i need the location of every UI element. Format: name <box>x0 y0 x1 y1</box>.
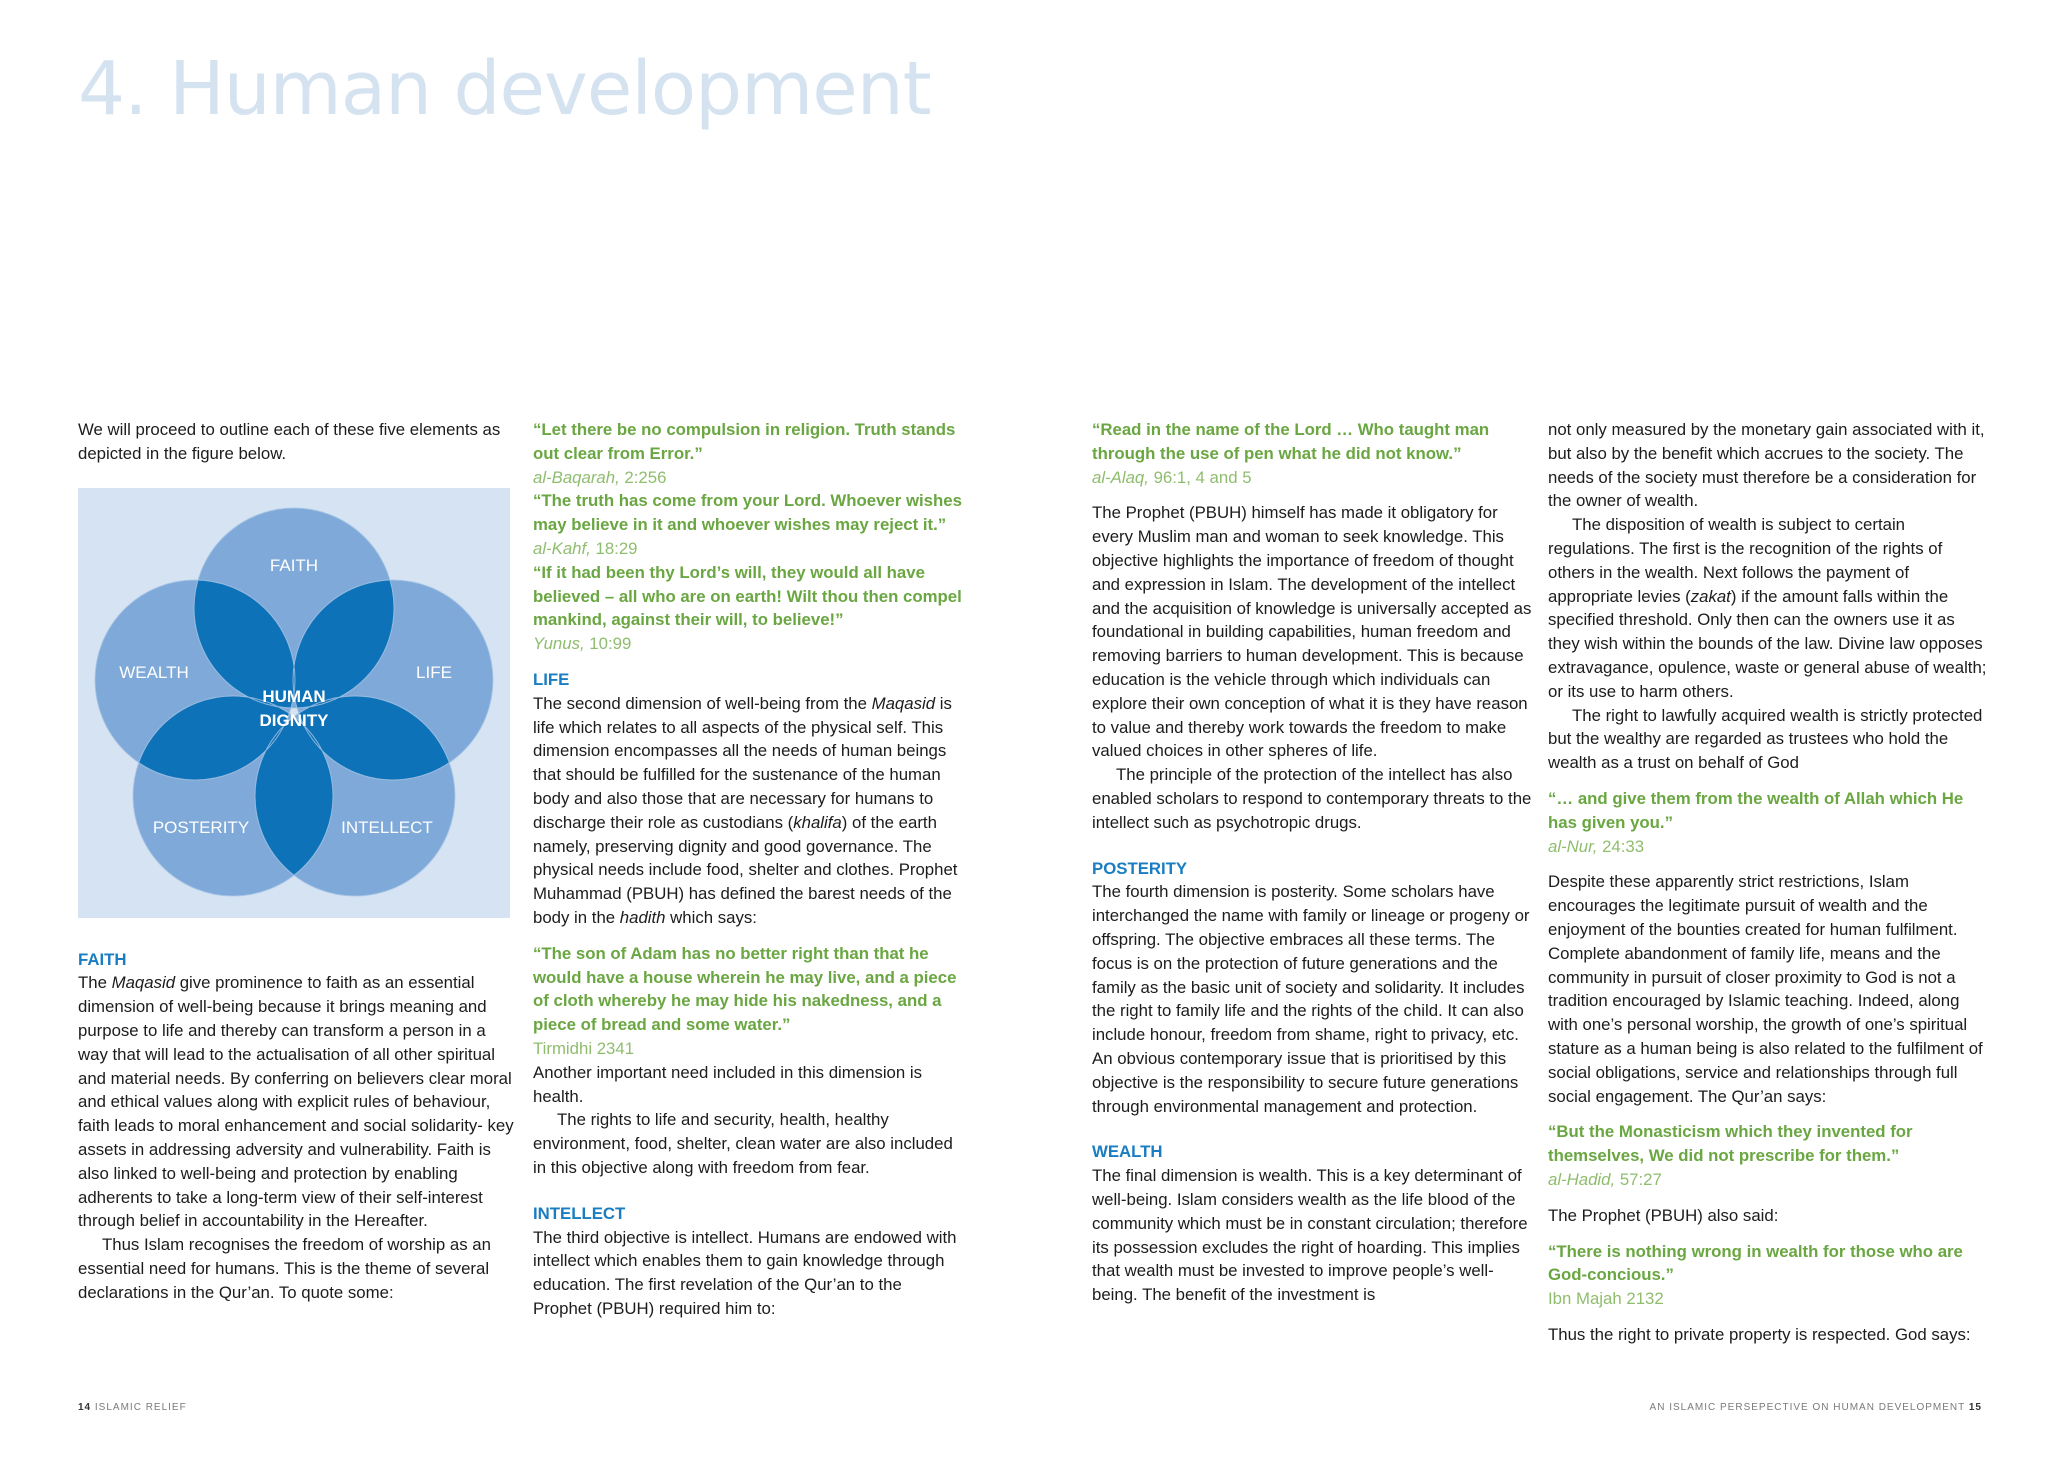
wealth-label: WEALTH <box>119 662 189 682</box>
life-heading: LIFE <box>533 669 570 689</box>
intellect-paragraph: The third objective is intellect. Humans are endowed with intellect which enables them to gain knowledge through education. The first revelation of the Qur’an to the Prophet (PBUH) required him to: <box>533 1227 957 1318</box>
footer-right-text: AN ISLAMIC PERSEPECTIVE ON HUMAN DEVELOPMENT <box>1649 1402 1969 1413</box>
quote-baqarah: “Let there be no compulsion in religion. Truth stands out clear from Error.” <box>533 420 956 463</box>
column-2 <box>533 418 963 1321</box>
quote-alaq: “Read in the name of the Lord … Who taught man through the use of pen what he did not know.” <box>1092 420 1490 463</box>
life-paragraph: The second dimension of well-being from the Maqasid is life which relates to all aspects of the physical self. This dimension encompasses all the needs of human beings that should be fulfilled for the sustenance of the human body and also those that are necessary for humans to discharge their role as custodians (khalifa) of the earth namely, preserving dignity and good governance. The physical needs include food, shelter and clothes. Prophet Muhammad (PBUH) has defined the barest needs of the body in the hadith which says: <box>533 693 958 927</box>
column-4 <box>1548 418 1990 1347</box>
column-1 <box>78 418 518 1305</box>
footer-left-text: ISLAMIC RELIEF <box>91 1402 187 1413</box>
quote-source: al-Kahf, 18:29 <box>533 538 638 558</box>
posterity-heading: POSTERITY <box>1092 858 1188 878</box>
column-3 <box>1092 418 1535 1307</box>
faith-label: FAITH <box>269 555 319 575</box>
quote-hadith-tirmidhi: “The son of Adam has no better right than that he would have a house wherein he may live, and a piece of cloth whereby he may hide his nakedness, and a piece of bread and some water.” <box>533 943 957 1035</box>
footer-right <box>1650 1402 1982 1413</box>
wealth-paragraph-6: The Prophet (PBUH) also said: <box>1548 1205 1779 1225</box>
quote-yunus: “If it had been thy Lord’s will, they would all have believed – all who are on earth! Wilt thou then compel mankind, against their will, to believe!” <box>533 562 962 630</box>
quote-source: al-Alaq, 96:1, 4 and 5 <box>1092 467 1252 487</box>
quote-nur: “… and give them from the wealth of Allah which He has given you.” <box>1548 788 1964 832</box>
wealth-paragraph-4: The right to lawfully acquired wealth is strictly protected but the wealthy are regarded as trustees who hold the wealth as a trust on behalf of God <box>1548 705 1983 773</box>
intellect-paragraph-2: The Prophet (PBUH) himself has made it obligatory for every Muslim man and woman to seek knowledge. This objective highlights the importance of freedom of thought and expression in Islam. The development of the intellect and the acquisition of knowledge is universally accepted as foundational in building capabilities, human freedom and removing barriers to human development. This is because education is the vehicle through which individuals can explore their own conception of what it is they have reason to value and thereby work towards the freedom to make valued choices in other spheres of life. <box>1092 503 1532 761</box>
wealth-paragraph-5: Despite these apparently strict restrictions, Islam encourages the legitimate pursuit of wealth and the enjoyment of the bounties created for human fulfilment. Complete abandonment of family life, means and the community in pursuit of closer proximity to God is not a tradition encouraged by Islamic teaching. Indeed, along with one’s personal worship, the growth of one’s spiritual stature as a human being is also related to the fulfilment of social obligations, service and relationships through full social engagement. The Qur’an says: <box>1548 872 1983 1106</box>
posterity-label: POSTERITY <box>152 817 250 837</box>
quote-source: al-Baqarah, 2:256 <box>533 467 667 487</box>
quote-source: Yunus, 10:99 <box>533 634 632 654</box>
center-label-line2: DIGNITY <box>259 710 329 730</box>
quote-source: al-Nur, 24:33 <box>1548 836 1645 856</box>
quote-kahf: “The truth has come from your Lord. Whoever wishes may believe in it and whoever wishes may reject it.” <box>533 491 962 535</box>
wealth-heading: WEALTH <box>1092 1142 1163 1162</box>
wealth-paragraph-7: Thus the right to private property is respected. God says: <box>1548 1324 1971 1344</box>
faith-paragraph-2: Thus Islam recognises the freedom of worship as an essential need for humans. This is the theme of several declarations in the Qur’an. To quote some: <box>78 1235 491 1302</box>
faith-paragraph: The Maqasid give prominence to faith as an essential dimension of well-being because it brings meaning and purpose to life and thereby can transform a person in a way that will lead to the actualisation of all other spiritual and material needs. By conferring on believers clear moral and ethical values along with explicit rules of behaviour, faith leads to moral enhancement and social solidarity- key assets in addressing adversity and vulnerability. Faith is also linked to well-being and protection by enabling adherents to take a long-term view of their self-interest through belief in accountability in the Hereafter. <box>78 973 514 1231</box>
intellect-paragraph-3: The principle of the protection of the intellect has also enabled scholars to respond to contemporary threats to the intellect such as psychotropic drugs. <box>1092 765 1532 832</box>
intro-paragraph: We will proceed to outline each of these five elements as depicted in the figure below. <box>78 420 501 463</box>
wealth-paragraph: The final dimension is wealth. This is a key determinant of well-being. Islam considers wealth as the life blood of the community which must be in constant circulation; therefore its possession excludes the right of hoarding. This implies that wealth must be invested to improve people’s well-being. The benefit of the investment is <box>1092 1166 1528 1305</box>
footer-left <box>78 1402 187 1413</box>
human-dignity-diagram <box>78 488 510 918</box>
page-number-left: 14 <box>78 1402 92 1413</box>
wealth-paragraph-2: not only measured by the monetary gain associated with it, but also by the benefit which accrues to the society. The needs of the society must therefore be a consideration for the owner of wealth. <box>1548 420 1985 511</box>
page-title: 4. Human development <box>78 46 931 132</box>
wealth-paragraph-3: The disposition of wealth is subject to certain regulations. The first is the recognition of the rights of others in the wealth. Next follows the payment of appropriate levies (zakat) if the amount falls within the specified threshold. Only then can the owners use it as they wish within the bounds of the law. Divine law opposes extravagance, opulence, waste or general abuse of wealth; or its use to harm others. <box>1548 515 1987 701</box>
center-label-line1: HUMAN <box>262 686 326 706</box>
posterity-paragraph: The fourth dimension is posterity. Some scholars have interchanged the name with family or lineage or progeny or offspring. The objective embraces all these terms. The focus is on the protection of future generations and the family as the basic unit of society and solidarity. It includes the right to family life and the rights of the child. It can also include honour, freedom from shame, right to privacy, etc. An obvious contemporary issue that is prioritised by this objective is the responsibility to secure future generations through environmental management and protection. <box>1092 882 1530 1116</box>
faith-heading: FAITH <box>78 949 127 969</box>
quote-ibn-majah: “There is nothing wrong in wealth for those who are God-concious.” <box>1548 1241 1963 1285</box>
intellect-label: INTELLECT <box>341 817 433 837</box>
life-paragraph-3: The rights to life and security, health, healthy environment, food, shelter, clean water are also included in this objective along with freedom from fear. <box>533 1110 953 1177</box>
quote-source: Ibn Majah 2132 <box>1548 1289 1664 1309</box>
page-number-right: 15 <box>1968 1402 1982 1413</box>
quote-hadid: “But the Monasticism which they invented for themselves, We did not prescribe for them.” <box>1548 1122 1913 1166</box>
intellect-heading: INTELLECT <box>533 1203 626 1223</box>
quote-source: al-Hadid, 57:27 <box>1548 1169 1662 1189</box>
life-paragraph-2: Another important need included in this dimension is health. <box>533 1062 922 1106</box>
venn-diagram <box>78 488 510 918</box>
life-label: LIFE <box>416 662 452 682</box>
quote-source: Tirmidhi 2341 <box>533 1038 635 1058</box>
